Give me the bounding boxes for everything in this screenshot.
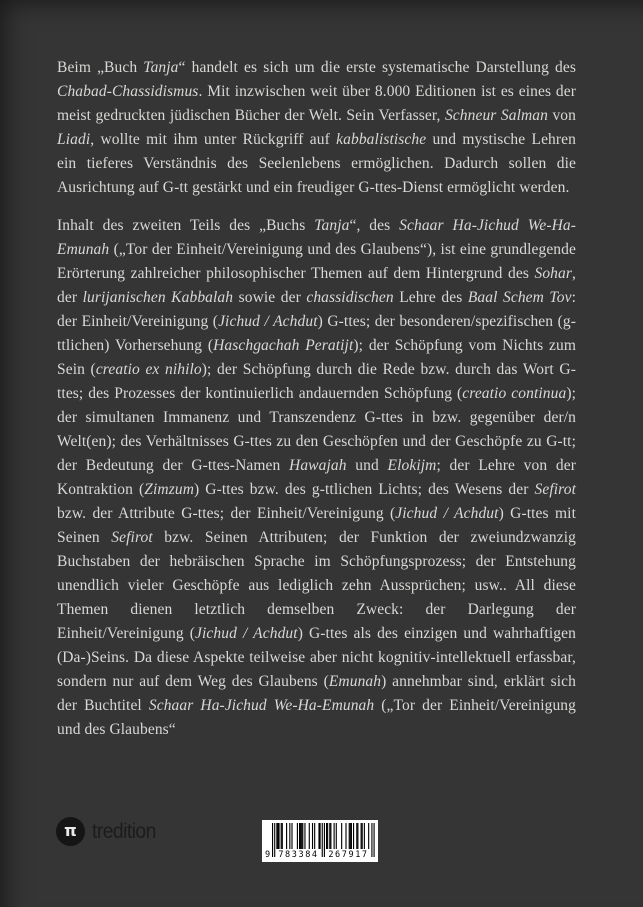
italic-term: Elokijm — [387, 457, 437, 474]
text-segment: ; der Lehre von der Kontraktion ( — [57, 457, 577, 498]
text-segment: ); der Schöpfung durch die Rede bzw. durch das Wort G-ttes; des Prozesses der kontinuierlich andauernden Schöpfung ( — [57, 361, 576, 402]
barcode-digit-group: 9 — [265, 850, 271, 860]
italic-term: creatio continua — [462, 385, 567, 402]
italic-term: Schneur Salman — [444, 107, 548, 124]
italic-term: Tanja — [314, 217, 350, 234]
text-segment: („Tor der Einheit/Vereinigung und des Glaubens“), ist eine grundlegende Erörterung zahlreicher philosophischer Themen auf dem Hintergrund des — [57, 241, 576, 282]
italic-term: Tanja — [143, 59, 179, 76]
text-segment: ); der Schöpfung vom Nichts zum Sein ( — [57, 337, 576, 378]
italic-term: kabbalistische — [336, 131, 427, 148]
publisher-name: tredition — [92, 820, 156, 843]
italic-term: Emunah — [328, 673, 382, 690]
text-segment: . Mit inzwischen weit über 8.000 Editionen ist es eines der meist gedruckten jüdischen Bücher der Welt. Sein Verfasser, — [57, 83, 576, 124]
publisher-logo — [56, 817, 161, 846]
italic-term: Hawajah — [289, 457, 347, 474]
blurb-text-block — [57, 56, 576, 742]
text-segment: , der — [57, 265, 576, 306]
italic-term: Jichud / Achdut — [395, 505, 499, 522]
text-segment: und — [346, 457, 388, 474]
blurb-paragraph — [57, 56, 576, 200]
italic-term: creatio ex nihilo — [95, 361, 202, 378]
text-segment: ) annehmbar sind, erklärt sich der Buchtitel — [57, 673, 576, 714]
tredition-logo-icon — [56, 817, 85, 846]
italic-term: Haschgachah Peratijt — [213, 337, 354, 354]
italic-term: Sefirot — [534, 481, 576, 498]
text-segment: („Tor der Einheit/Vereinigung und des Glaubens“ — [57, 697, 577, 738]
text-segment: von — [548, 107, 577, 124]
text-segment: Inhalt des zweiten Teils des „Buchs — [57, 217, 315, 234]
text-segment: und mystische Lehren ein tieferes Verständnis des Seelenlebens ermöglichen. Dadurch sollen die Ausrichtung auf G-tt gestärkt und ein freudiger G-ttes-Dienst ermöglicht werden. — [57, 131, 576, 196]
barcode-digit-group: 267917 — [328, 850, 369, 860]
italic-term: chassidischen — [306, 289, 394, 306]
text-segment: ) G-ttes; der besonderen/spezifischen (g-ttlichen) Vorhersehung ( — [57, 313, 576, 354]
text-segment: bzw. der Attribute G-ttes; der Einheit/Vereinigung ( — [57, 505, 396, 522]
italic-term: Sohar — [534, 265, 573, 282]
text-segment: , wollte mit ihm unter Rückgriff auf — [90, 131, 337, 148]
italic-term: Zimzum — [144, 481, 194, 498]
text-segment: “, des — [349, 217, 400, 234]
pi-glyph-icon: π — [64, 820, 77, 840]
italic-term: lurijanischen Kabbalah — [82, 289, 234, 306]
italic-term: Chabad-Chassidismus — [57, 83, 199, 100]
text-segment: : der Einheit/Vereinigung ( — [57, 289, 576, 330]
text-segment: “ handelt es sich um die erste systematische Darstellung des — [178, 59, 576, 76]
italic-term: Jichud / Achdut — [195, 625, 298, 642]
isbn-barcode — [262, 820, 378, 862]
italic-term: Baal Schem Tov — [467, 289, 572, 306]
text-segment: Beim „Buch — [57, 59, 144, 76]
blurb-paragraph — [57, 214, 576, 742]
text-segment: sowie der — [233, 289, 307, 306]
text-segment: ) G-ttes mit Seinen — [57, 505, 576, 546]
barcode-digit-group: 783384 — [278, 850, 319, 860]
text-segment: bzw. Seinen Attributen; der Funktion der zweiundzwanzig Buchstaben der hebräischen Sprache im Schöpfungsprozess; der Entstehung unendlich vieler Geschöpfe aus lediglich zehn Aussprüchen; usw.. All diese Themen dienen letztlich demselben Zweck: der Darlegung der Einheit/Vereinigung ( — [57, 529, 576, 642]
italic-term: Liadi — [57, 131, 91, 148]
text-segment: ); der simultanen Immanenz und Transzendenz G-ttes in bzw. gegenüber der/n Welt(en); des Verhältnisses G-ttes zu den Geschöpfen und der Geschöpfe zu G-tt; der Bedeutung der G-ttes-Namen — [57, 385, 576, 474]
italic-term: Jichud / Achdut — [218, 313, 318, 330]
italic-term: Sefirot — [111, 529, 153, 546]
italic-term: Schaar Ha-Jichud We-Ha-Emunah — [57, 217, 576, 258]
text-segment: Lehre des — [393, 289, 468, 306]
text-segment: ) G-ttes bzw. des g-ttlichen Lichts; des Wesens der — [194, 481, 535, 498]
text-segment: ) G-ttes als des einzigen und wahrhaftigen (Da-)Seins. Da diese Aspekte teilweise aber nicht kognitiv-intellektuell erfassbar, sondern nur auf dem Weg des Glaubens ( — [57, 625, 576, 690]
italic-term: Schaar Ha-Jichud We-Ha-Emunah — [148, 697, 375, 714]
